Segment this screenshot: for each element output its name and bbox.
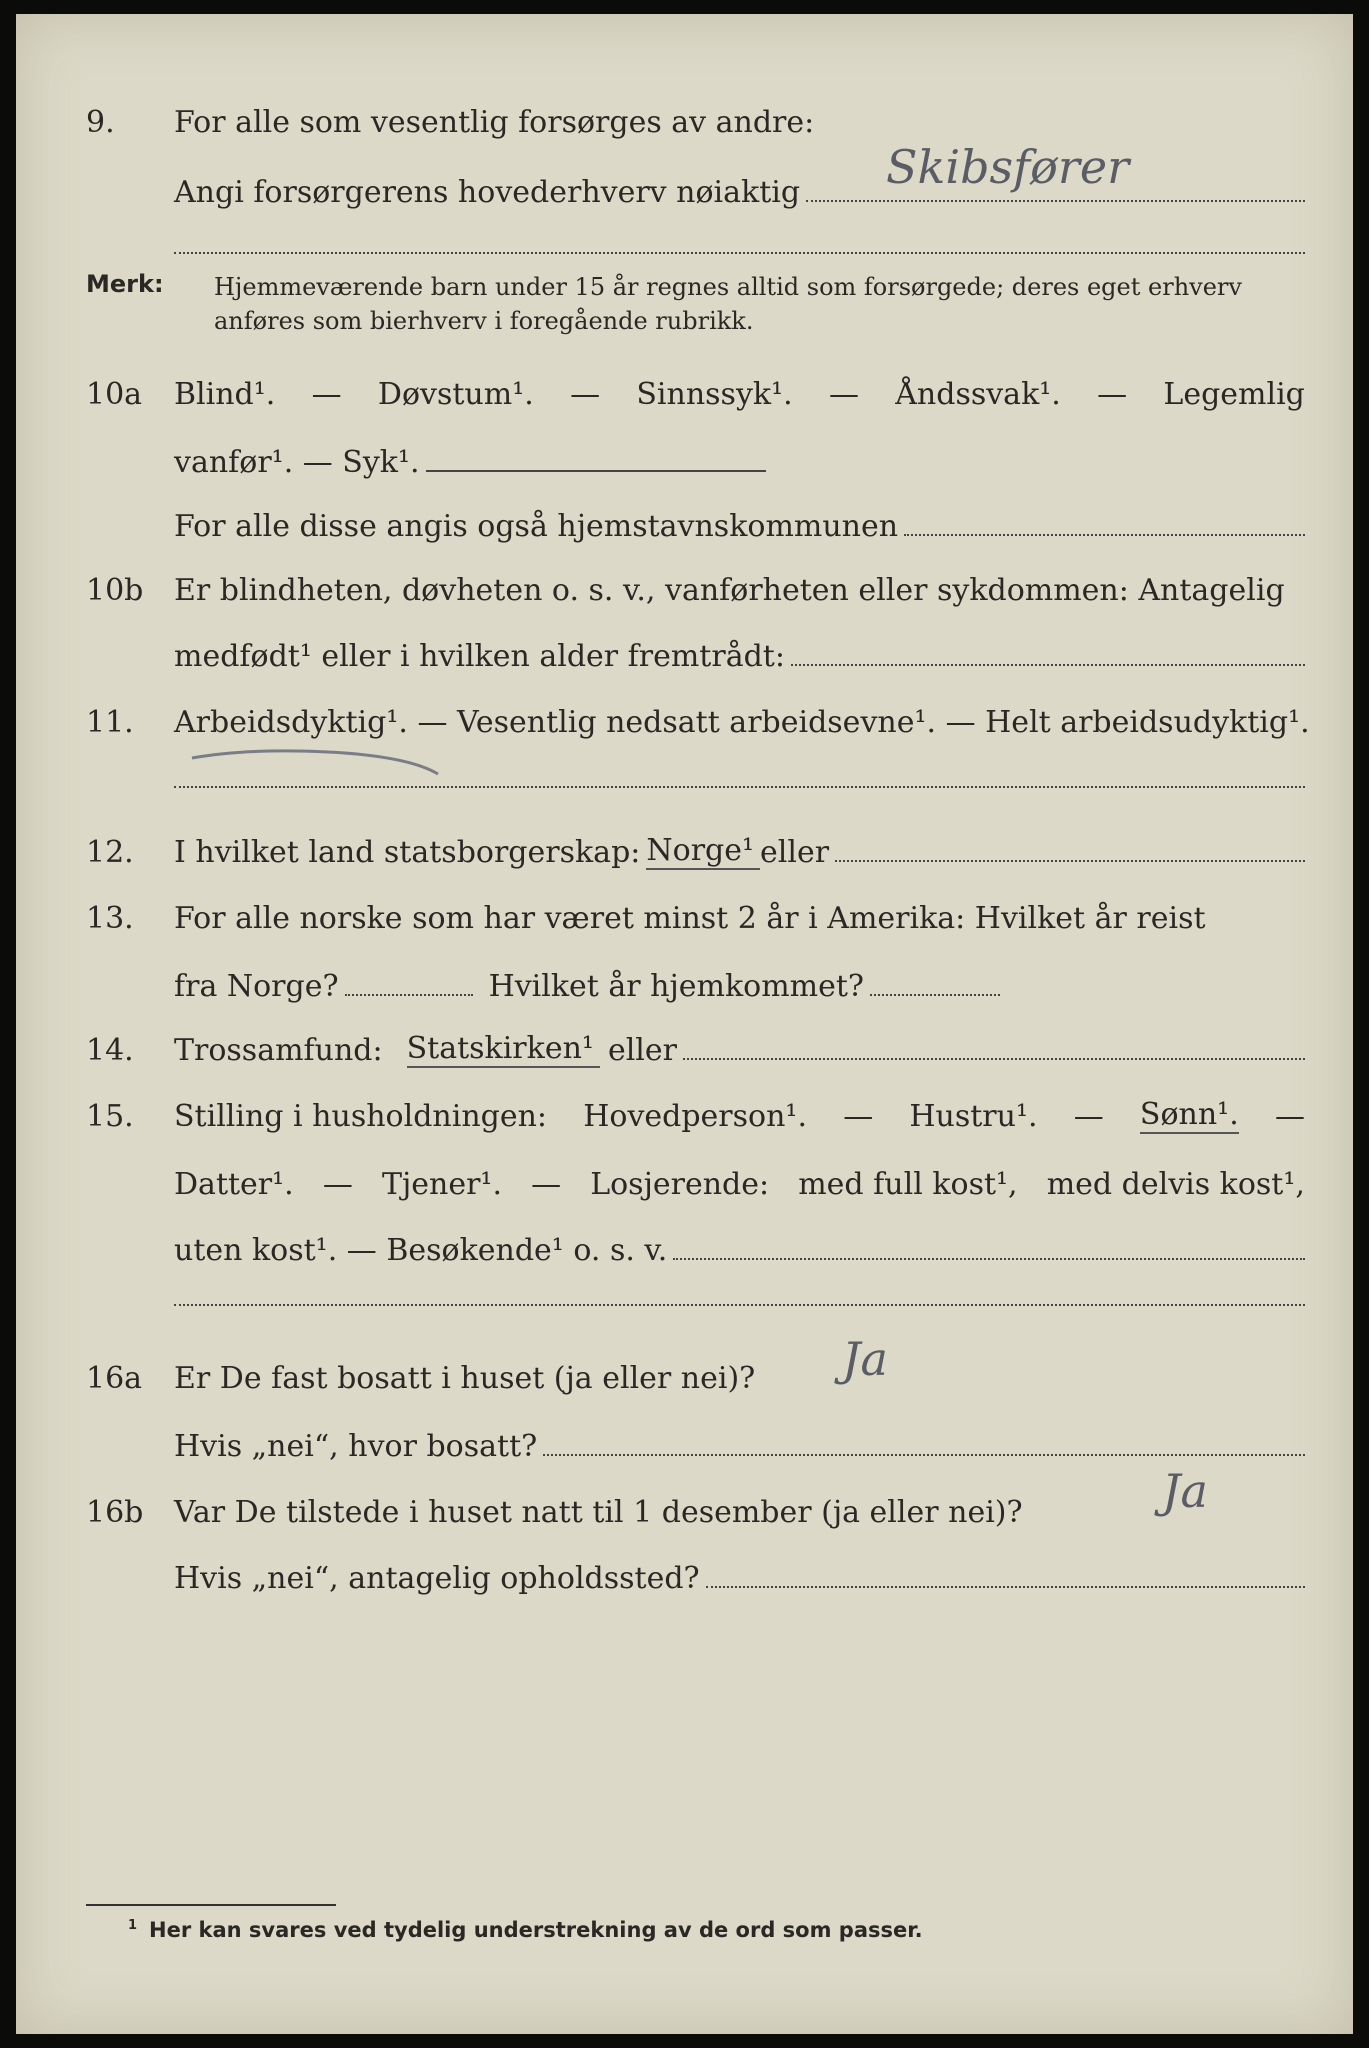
dash: — [1274, 1099, 1305, 1134]
q11-options[interactable]: Arbeidsdyktig¹. — Vesentlig nedsatt arbeidsevne¹. — Helt arbeidsudyktig¹. [174, 705, 1310, 740]
q16b-question: Var De tilstede i huset natt til 1 desember (ja eller nei)? [174, 1495, 1023, 1530]
q10a-syk-answer-line [426, 470, 766, 472]
q16a-line2 [16, 1418, 1353, 1464]
q14-answer-line [683, 1058, 1305, 1060]
q14-option-statskirken[interactable]: Statskirken¹ [407, 1031, 600, 1068]
q16b-number: 16b [86, 1495, 144, 1530]
pencil-stroke-icon [188, 740, 448, 780]
option-full-kost[interactable]: med full kost¹, [798, 1167, 1018, 1202]
q9-question-2: Angi forsørgerens hovederhverv nøiaktig [174, 175, 801, 210]
q16b-line1 [16, 1484, 1353, 1530]
option-andssvak[interactable]: Åndssvak¹. [895, 377, 1061, 412]
q10b-answer-line [791, 664, 1305, 666]
q13-text-2b: Hvilket år hjemkommet? [488, 969, 865, 1004]
q13-line2 [16, 958, 1353, 1004]
q16b-line2 [16, 1550, 1353, 1596]
q10a-line1 [16, 366, 1353, 412]
q14-question: Trossamfund: [174, 1033, 383, 1068]
q9-number: 9. [86, 105, 115, 140]
option-dovstum[interactable]: Døvstum¹. [377, 377, 534, 412]
q16a-text-2: Hvis „nei“, hvor bosatt? [174, 1429, 538, 1464]
q15-question: Stilling i husholdningen: [174, 1099, 548, 1134]
census-form-page [16, 14, 1353, 2034]
q15-line2 [16, 1156, 1353, 1202]
q13-hjemkommet-answer-line [870, 994, 1000, 996]
option-hovedperson[interactable]: Hovedperson¹. [583, 1099, 807, 1134]
option-datter[interactable]: Datter¹. [174, 1167, 294, 1202]
q15-number: 15. [86, 1099, 134, 1134]
q10b-text-2: medfødt¹ eller i hvilken alder fremtrådt: [174, 639, 785, 674]
q9-handwritten-answer: Skibsfører [886, 140, 1130, 194]
q16a-line1 [16, 1350, 1353, 1396]
q16b-text-2: Hvis „nei“, antagelig opholdssted? [174, 1561, 700, 1596]
q15-line1 [16, 1088, 1353, 1134]
dash: — [570, 377, 601, 412]
q14-eller: eller [607, 1033, 677, 1068]
q13-line1 [16, 890, 1353, 936]
q11-answer-line [174, 786, 1305, 788]
q16b-answer-line [706, 1586, 1305, 1588]
q10a-number: 10a [86, 377, 143, 412]
q9-line1 [16, 94, 1353, 140]
dash: — [1073, 1099, 1104, 1134]
q12-number: 12. [86, 835, 134, 870]
q10b-line2 [16, 628, 1353, 674]
option-tjener[interactable]: Tjener¹. [381, 1167, 502, 1202]
merk-text-2: anføres som bierhverv i foregående rubrikk. [214, 307, 754, 335]
dash: — [322, 1167, 353, 1202]
footnote-mark: 1 [128, 1918, 138, 1933]
q10b-number: 10b [86, 573, 144, 608]
q12-option-norge[interactable]: Norge¹ [646, 833, 760, 870]
q10b-line1 [16, 562, 1353, 608]
q11-number: 11. [86, 705, 134, 740]
q11-line1 [16, 694, 1353, 740]
q15-answer-line [673, 1258, 1305, 1260]
q9-answer-line [806, 200, 1305, 202]
footnote [128, 1918, 923, 1942]
q14-line [16, 1022, 1353, 1068]
q9-extra-line [174, 252, 1305, 254]
q12-question: I hvilket land statsborgerskap: [174, 835, 641, 870]
option-blind[interactable]: Blind¹. [174, 377, 276, 412]
q13-reist-answer-line [345, 994, 473, 996]
option-sonn[interactable]: Sønn¹. [1139, 1097, 1239, 1132]
q10a-text-3: For alle disse angis også hjemstavnskommunen [174, 509, 899, 544]
option-hustru[interactable]: Hustru¹. [909, 1099, 1038, 1134]
merk-text-1: Hjemmeværende barn under 15 år regnes alltid som forsørgede; deres eget erhverv [214, 273, 1242, 301]
q13-text-2a: fra Norge? [174, 969, 339, 1004]
footnote-rule [86, 1904, 336, 1906]
q16b-handwritten-answer: Ja [1162, 1464, 1208, 1518]
q10a-line2 [16, 434, 1353, 480]
dash: — [311, 377, 342, 412]
merk-label: Merk: [86, 270, 164, 298]
dash: — [1097, 377, 1128, 412]
q16a-handwritten-answer: Ja [842, 1332, 888, 1386]
q14-number: 14. [86, 1033, 134, 1068]
q9-question: For alle som vesentlig forsørges av andre: [174, 105, 815, 140]
footnote-text: Her kan svares ved tydelig understrekning av de ord som passer. [149, 1918, 923, 1942]
q13-text-1: For alle norske som har været minst 2 år i Amerika: Hvilket år reist [174, 901, 1206, 936]
q15-line3 [16, 1222, 1353, 1268]
dash: — [828, 377, 859, 412]
option-sinnssyk[interactable]: Sinnssyk¹. [636, 377, 793, 412]
q15-extra-line [174, 1304, 1305, 1306]
q15-text-3[interactable]: uten kost¹. — Besøkende¹ o. s. v. [174, 1233, 668, 1268]
q12-line [16, 824, 1353, 870]
q12-eller: eller [760, 835, 830, 870]
q16a-answer-line [543, 1454, 1305, 1456]
q13-number: 13. [86, 901, 134, 936]
q10a-text-2: vanfør¹. — Syk¹. [174, 445, 420, 480]
q10a-line3 [16, 498, 1353, 544]
q16a-number: 16a [86, 1361, 143, 1396]
option-legemlig[interactable]: Legemlig [1163, 377, 1305, 412]
q16a-question: Er De fast bosatt i huset (ja eller nei)? [174, 1361, 756, 1396]
option-delvis-kost[interactable]: med delvis kost¹, [1046, 1167, 1305, 1202]
dash: — [843, 1099, 874, 1134]
q12-answer-line [835, 860, 1305, 862]
q10a-hjemstavn-line [904, 534, 1305, 536]
q10b-text-1: Er blindheten, døvheten o. s. v., vanførheten eller sykdommen: Antagelig [174, 573, 1285, 608]
q9-line2 [16, 164, 1353, 210]
losjerende-label: Losjerende: [590, 1167, 770, 1202]
dash: — [531, 1167, 562, 1202]
